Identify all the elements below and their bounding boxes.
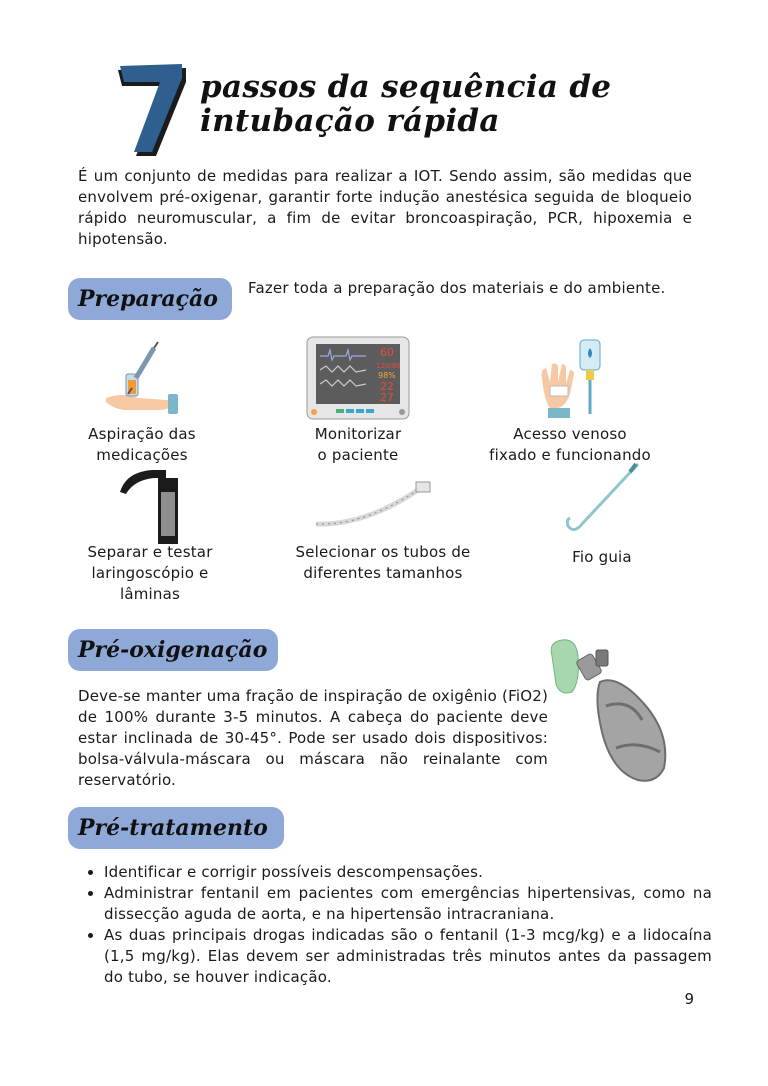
title-line-2: intubação rápida	[200, 103, 500, 139]
number-seven-text: 7	[112, 41, 123, 60]
caption-line: fixado e funcionando	[489, 446, 651, 464]
section-heading-pretratamento: Pré-tratamento	[68, 807, 284, 849]
caption-line: laringoscópio e	[91, 564, 209, 582]
syringe-hand-icon	[102, 344, 182, 420]
caption-tubos	[278, 542, 488, 584]
list-item: • Administrar fentanil em pacientes com emergências hipertensivas, como na dissecção aguda de aorta, e na hipertensão intracraniana.	[104, 883, 712, 925]
caption-line: medicações	[96, 446, 188, 464]
caption-laringoscopio	[60, 542, 240, 605]
endotracheal-tube-icon	[314, 478, 436, 532]
preparacao-text: Fazer toda a preparação dos materiais e do ambiente.	[248, 279, 666, 297]
guidewire-icon	[562, 460, 642, 538]
section-heading-preoxigenacao: Pré-oxigenação	[68, 629, 278, 671]
monitor-value-bp: 120/80	[376, 362, 401, 370]
monitor-value-hr: 60	[380, 346, 394, 359]
caption-line: o paciente	[317, 446, 399, 464]
caption-line: lâminas	[119, 585, 181, 603]
preoxigenacao-text: Deve-se manter uma fração de inspiração de oxigênio (FiO2) de 100% durante 3-5 minutos. A cabeça do paciente deve estar inclinada de 30-45°. Pode ser usado dois dispositivos: bolsa-válvula-máscara ou máscara não reinalante com reservatório.	[78, 687, 548, 789]
monitor-value-temp: 27	[380, 391, 394, 404]
page-number: 9	[684, 990, 694, 1008]
page-title	[200, 70, 720, 138]
monitor-value-rr: 22	[380, 380, 394, 393]
caption-line: Aspiração das	[88, 425, 196, 443]
caption-monitorizar	[280, 424, 436, 466]
section-heading-preparacao: Preparação	[68, 278, 232, 320]
intro-paragraph: É um conjunto de medidas para realizar a IOT. Sendo assim, são medidas que envolvem pré-oxigenar, garantir forte indução anestésica seguida de bloqueio rápido neuromuscular, a fim de evitar broncoaspiração, PCR, hipoxemia e hipotensão.	[78, 167, 692, 248]
caption-line: Acesso venoso	[513, 425, 627, 443]
iv-access-icon	[536, 338, 612, 420]
caption-line: diferentes tamanhos	[303, 564, 463, 582]
caption-aspiracao	[60, 424, 224, 466]
list-item: • As duas principais drogas indicadas são o fentanil (1-3 mcg/kg) e a lidocaína (1,5 mg/kg). Elas devem ser administradas três minutos antes da passagem do tubo, se houver indicação.	[104, 925, 712, 988]
list-item: • Identificar e corrigir possíveis descompensações.	[104, 862, 712, 883]
monitor-value-spo2: 98%	[378, 371, 396, 380]
title-line-1: passos da sequência de	[200, 69, 612, 105]
caption-line: Monitorizar	[314, 425, 402, 443]
caption-line: Fio guia	[572, 548, 632, 566]
bag-valve-mask-icon	[546, 636, 680, 784]
laryngoscope-icon	[116, 468, 182, 546]
caption-line: Selecionar os tubos de	[295, 543, 471, 561]
number-seven-graphic	[112, 41, 192, 160]
caption-fio-guia	[540, 547, 664, 568]
monitor-icon	[306, 336, 410, 420]
pretratamento-list	[84, 862, 712, 988]
caption-line: Separar e testar	[87, 543, 213, 561]
